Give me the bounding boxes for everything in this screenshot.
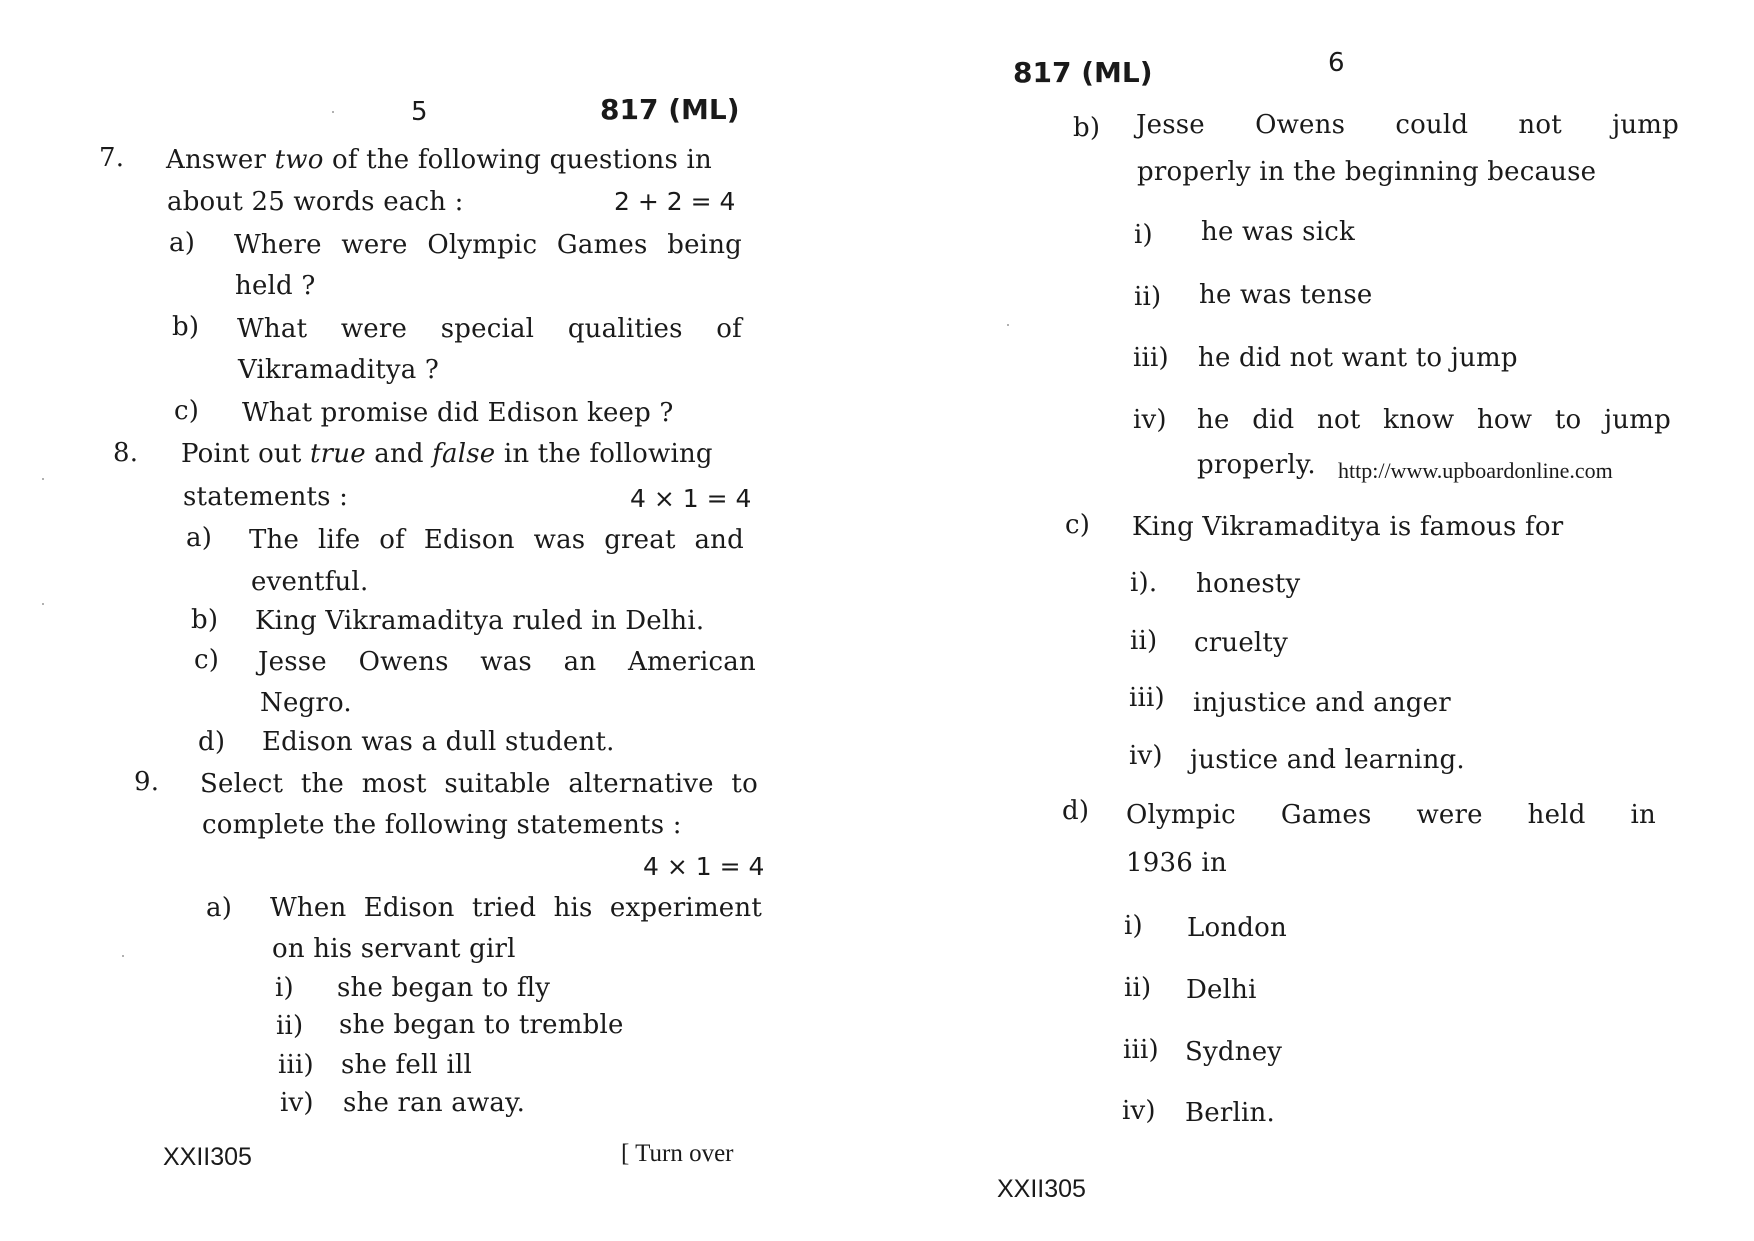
question-7b: What were special qualities of xyxy=(237,314,742,344)
question-9-prompt-line2: complete the following statements : xyxy=(202,810,682,840)
scan-speck xyxy=(332,111,334,113)
option-label: i) xyxy=(1124,911,1143,941)
question-9-prompt: Select the most suitable alternative to xyxy=(200,769,758,799)
item-label: a) xyxy=(186,523,213,553)
option-label: iii) xyxy=(1123,1035,1159,1065)
option-label: iii) xyxy=(278,1050,314,1080)
question-number-9: 9. xyxy=(134,767,160,797)
question-b: Jesse Owens could not jump xyxy=(1136,110,1679,140)
scan-speck xyxy=(1007,324,1009,326)
option-text: honesty xyxy=(1196,569,1301,599)
question-7-prompt-line2: about 25 words each : xyxy=(167,187,464,217)
option-label: ii) xyxy=(276,1011,304,1041)
item-label: b) xyxy=(172,312,200,342)
question-d-line2: 1936 in xyxy=(1126,848,1227,878)
footer-code: XXII305 xyxy=(997,1175,1086,1203)
question-d: Olympic Games were held in xyxy=(1126,800,1656,830)
item-label: a) xyxy=(169,228,196,258)
option-label: i). xyxy=(1130,568,1158,598)
question-9-marks: 4 × 1 = 4 xyxy=(643,852,765,881)
emphasis: two xyxy=(274,145,324,175)
paper-code: 817 (ML) xyxy=(600,93,740,126)
item-label: a) xyxy=(206,893,233,923)
statement-8a: The life of Edison was great and xyxy=(249,525,744,555)
option-text: she ran away. xyxy=(343,1088,526,1118)
text: of the following questions in xyxy=(323,145,712,175)
scan-speck xyxy=(42,603,44,605)
statement-8d: Edison was a dull student. xyxy=(262,727,615,757)
option-text: he was tense xyxy=(1199,280,1373,310)
statement-8c: Jesse Owens was an American xyxy=(258,647,756,677)
option-label: i) xyxy=(275,973,294,1003)
question-7-prompt xyxy=(166,145,744,175)
item-label: b) xyxy=(191,605,219,635)
item-label: c) xyxy=(174,396,200,426)
text: Answer xyxy=(166,145,275,175)
option-text: she began to tremble xyxy=(339,1010,624,1040)
option-text: she began to fly xyxy=(337,973,551,1003)
page-number: 5 xyxy=(411,97,428,127)
question-c: King Vikramaditya is famous for xyxy=(1132,512,1564,542)
option-label: iii) xyxy=(1129,683,1165,713)
question-7-marks: 2 + 2 = 4 xyxy=(614,187,736,216)
watermark-url: http://www.upboardonline.com xyxy=(1338,458,1613,483)
scan-speck xyxy=(122,955,124,957)
paper-code: 817 (ML) xyxy=(1013,56,1153,89)
question-number-7: 7. xyxy=(99,143,125,173)
question-8-marks: 4 × 1 = 4 xyxy=(630,484,752,513)
question-9a-line2: on his servant girl xyxy=(272,934,516,964)
emphasis: false xyxy=(432,439,496,469)
question-7a: Where were Olympic Games being xyxy=(234,230,742,260)
item-label: c) xyxy=(1065,510,1091,540)
option-text: justice and learning. xyxy=(1190,745,1465,775)
option-label: ii) xyxy=(1130,626,1158,656)
question-8-prompt xyxy=(181,439,745,469)
question-8-prompt-line2: statements : xyxy=(183,482,349,512)
option-text: Delhi xyxy=(1186,975,1257,1005)
option-label: i) xyxy=(1134,220,1153,250)
option-label: iii) xyxy=(1133,343,1169,373)
option-text: he did not know how to jump xyxy=(1197,405,1671,435)
option-text: he did not want to jump xyxy=(1198,343,1518,373)
option-text: Berlin. xyxy=(1185,1098,1275,1128)
question-number-8: 8. xyxy=(113,438,139,468)
question-7b-line2: Vikramaditya ? xyxy=(238,355,440,385)
item-label: c) xyxy=(194,645,220,675)
question-7c: What promise did Edison keep ? xyxy=(242,398,674,428)
option-label: iv) xyxy=(280,1088,314,1118)
question-7a-line2: held ? xyxy=(235,271,316,301)
item-label: b) xyxy=(1073,113,1101,143)
option-text: Sydney xyxy=(1185,1037,1283,1067)
statement-8b: King Vikramaditya ruled in Delhi. xyxy=(255,606,705,636)
option-label: iv) xyxy=(1122,1096,1156,1126)
item-label: d) xyxy=(1062,796,1090,826)
option-text: injustice and anger xyxy=(1193,688,1451,718)
option-label: ii) xyxy=(1124,973,1152,1003)
turn-over: [ Turn over xyxy=(621,1140,734,1167)
statement-8c-line2: Negro. xyxy=(260,688,352,718)
option-text: he was sick xyxy=(1201,217,1355,247)
option-label: ii) xyxy=(1134,282,1162,312)
page-number: 6 xyxy=(1328,48,1345,78)
footer-code: XXII305 xyxy=(163,1143,252,1171)
question-9a: When Edison tried his experiment xyxy=(270,893,762,923)
option-text: she fell ill xyxy=(341,1050,472,1080)
option-text: cruelty xyxy=(1194,628,1288,658)
statement-8a-line2: eventful. xyxy=(251,567,369,597)
scan-speck xyxy=(42,478,44,480)
emphasis: true xyxy=(309,439,366,469)
text: in the following xyxy=(495,439,713,469)
item-label: d) xyxy=(198,727,226,757)
text: Point out xyxy=(181,439,310,469)
text: and xyxy=(365,439,433,469)
option-text: London xyxy=(1187,913,1287,943)
option-label: iv) xyxy=(1133,405,1167,435)
option-label: iv) xyxy=(1129,741,1163,771)
option-text-line2: properly. xyxy=(1197,450,1316,480)
question-b-line2: properly in the beginning because xyxy=(1137,157,1597,187)
